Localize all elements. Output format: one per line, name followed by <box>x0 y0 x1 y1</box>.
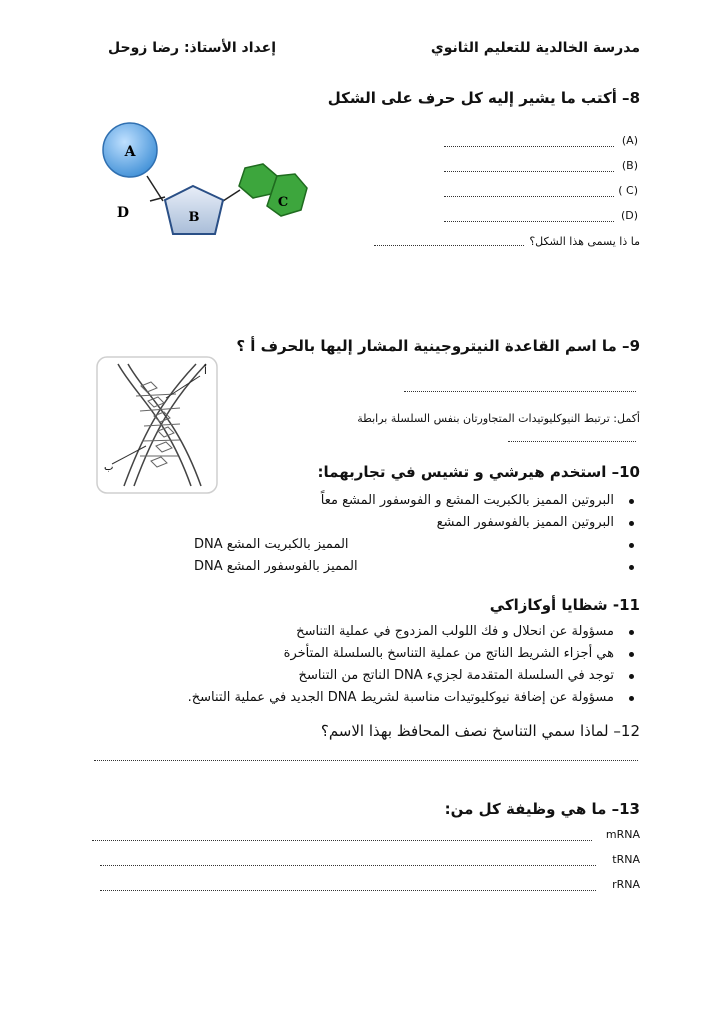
q11-options <box>114 621 614 709</box>
question-10-title: 10– استخدم هيرشي و تشيس في تجاربهما: <box>317 463 640 481</box>
q9-answer-line[interactable] <box>404 391 636 392</box>
q10-option-text: البروتين المميز بالكبريت المشع و الفوسفور المشع معاً <box>320 493 614 508</box>
q8-answer-d[interactable] <box>444 209 638 225</box>
q10-option-text: DNA المميز بالفوسفور المشع <box>194 559 358 574</box>
q10-option[interactable] <box>194 490 614 512</box>
label-c: C <box>277 195 289 210</box>
question-12-title: 12– لماذا سمي التناسخ نصف المحافظ بهذا الاسم؟ <box>320 722 640 740</box>
q8-answer-a[interactable] <box>444 134 638 150</box>
q10-option[interactable] <box>194 512 614 534</box>
q8-answer-c[interactable] <box>444 184 638 200</box>
dna-helix-image <box>96 356 218 494</box>
trna-label: tRNA <box>612 853 640 866</box>
q11-option-text: مسؤولة عن انحلال و فك اللولب المزدوج في عملية التناسخ <box>296 624 614 639</box>
school-name: مدرسة الخالدية للتعليم الثانوي <box>430 40 640 56</box>
nucleotide-diagram <box>95 118 315 248</box>
q10-options <box>194 490 614 578</box>
question-8-title: 8– أكتب ما يشير إليه كل حرف على الشكل <box>327 89 640 107</box>
helix-label-b: ب <box>104 462 114 473</box>
q10-option[interactable] <box>194 556 614 578</box>
q11-option[interactable] <box>114 687 614 709</box>
option-b-label: (B) <box>621 159 638 172</box>
q11-option[interactable] <box>114 665 614 687</box>
q10-option-text: DNA المميز بالكبريت المشع <box>194 537 349 552</box>
q10-option-text: البروتين المميز بالفوسفور المشع <box>436 515 614 530</box>
mrna-label: mRNA <box>605 828 640 841</box>
q8-answer-b[interactable] <box>444 159 638 175</box>
label-d: D <box>116 205 130 221</box>
option-d-label: (D) <box>620 209 638 222</box>
label-b: B <box>188 210 200 225</box>
q11-option[interactable] <box>114 643 614 665</box>
rrna-label: rRNA <box>612 878 640 891</box>
helix-label-a: أ <box>204 366 207 377</box>
q13-answer-mrna[interactable] <box>92 828 640 844</box>
option-c-label: ( C) <box>618 184 638 197</box>
q11-option-text: مسؤولة عن إضافة نيوكليوتيدات مناسبة لشريط DNA الجديد في عملية التناسخ. <box>187 690 614 705</box>
complete-answer-line[interactable] <box>508 441 636 442</box>
q13-answer-rrna[interactable] <box>100 878 640 894</box>
shape-name-answer[interactable] <box>374 245 524 246</box>
q12-answer-line[interactable] <box>94 760 638 761</box>
question-13-title: 13– ما هي وظيفة كل من: <box>444 800 640 818</box>
label-a: A <box>124 144 136 160</box>
q13-answer-trna[interactable] <box>100 853 640 869</box>
q10-option[interactable] <box>194 534 614 556</box>
complete-statement: أكمل: ترتبط النيوكليوتيدات المتجاورتان بنفس السلسلة برابطة <box>357 412 640 425</box>
q11-option[interactable] <box>114 621 614 643</box>
q11-option-text: هي أجزاء الشريط الناتج من عملية التناسخ بالسلسلة المتأخرة <box>283 646 614 661</box>
option-a-label: (A) <box>621 134 638 147</box>
teacher-name: إعداد الأستاذ: رضا زوحل <box>108 40 276 56</box>
shape-name-question: ما ذا يسمى هذا الشكل؟ <box>529 235 640 248</box>
q11-option-text: توجد في السلسلة المتقدمة لجزيء DNA الناتج من التناسخ <box>298 668 614 683</box>
question-9-title: 9– ما اسم القاعدة النيتروجينية المشار إليها بالحرف أ ؟ <box>236 337 640 355</box>
question-11-title: 11- شظايا أوكازاكي <box>489 596 640 614</box>
